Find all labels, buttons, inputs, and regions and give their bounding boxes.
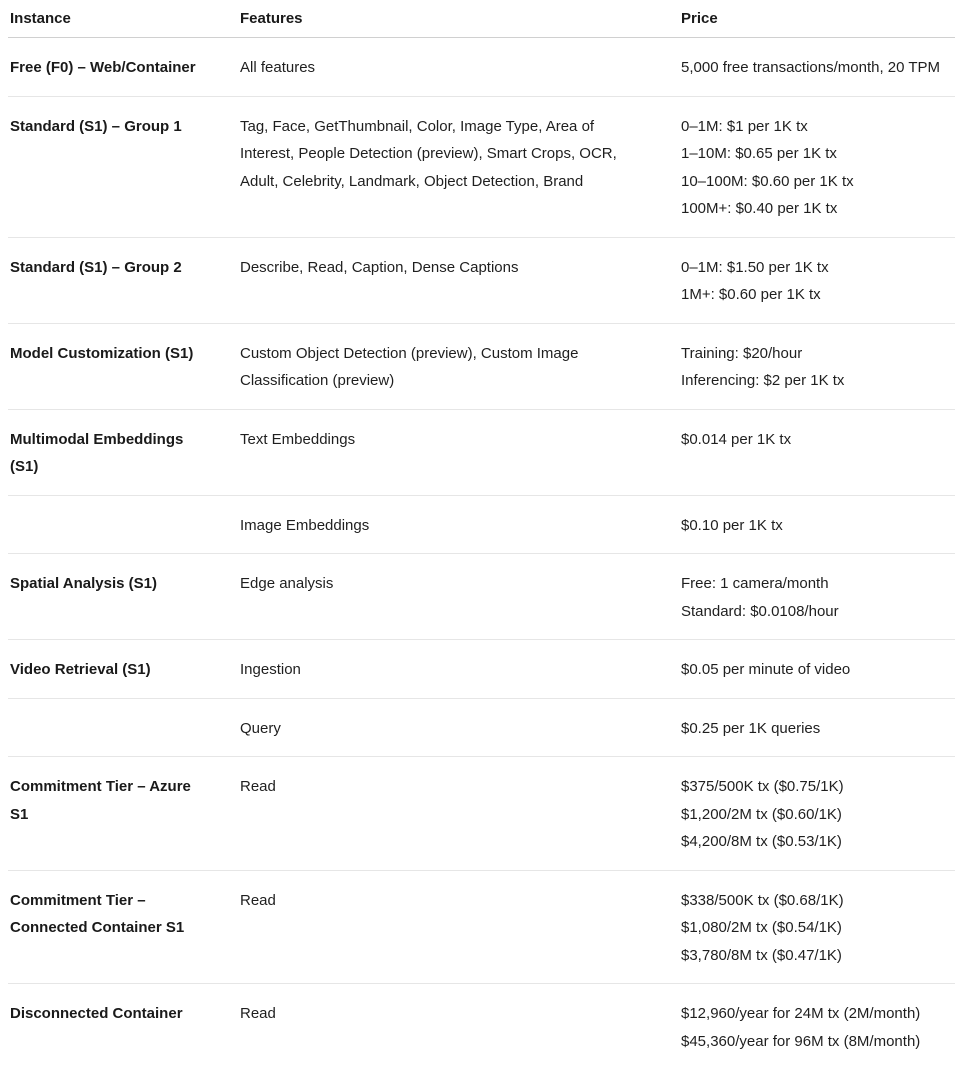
cell-price: [679, 757, 955, 871]
table-row: [8, 38, 955, 97]
cell-price-line: $3,780/8M tx ($0.47/1K): [681, 942, 953, 970]
cell-instance: [8, 698, 238, 757]
table-row: [8, 323, 955, 409]
cell-instance-line: Disconnected Container: [10, 1000, 236, 1028]
cell-features: [238, 38, 679, 97]
cell-price-line: $0.05 per minute of video: [681, 656, 953, 684]
table-row: [8, 984, 955, 1069]
table-row: [8, 757, 955, 871]
cell-features-line: Classification (preview): [240, 367, 677, 395]
column-header-features: Features: [238, 0, 679, 38]
pricing-table: [8, 0, 955, 1069]
cell-price: [679, 698, 955, 757]
cell-instance: [8, 96, 238, 237]
cell-instance: [8, 38, 238, 97]
cell-instance-line: Connected Container S1: [10, 914, 236, 942]
cell-price-line: $0.10 per 1K tx: [681, 512, 953, 540]
table-header: [8, 0, 955, 38]
cell-price-line: $45,360/year for 96M tx (8M/month): [681, 1028, 953, 1056]
cell-features-line: Read: [240, 1000, 677, 1028]
cell-features: [238, 554, 679, 640]
cell-features: [238, 757, 679, 871]
cell-instance: [8, 409, 238, 495]
table-row: [8, 870, 955, 984]
cell-price: [679, 554, 955, 640]
table-row: [8, 409, 955, 495]
cell-instance-line: Spatial Analysis (S1): [10, 570, 236, 598]
cell-price-line: Standard: $0.0108/hour: [681, 598, 953, 626]
cell-price-line: 0–1M: $1 per 1K tx: [681, 113, 953, 141]
cell-instance-line: Commitment Tier – Azure: [10, 773, 236, 801]
cell-price-line: $375/500K tx ($0.75/1K): [681, 773, 953, 801]
cell-price-line: 10–100M: $0.60 per 1K tx: [681, 168, 953, 196]
cell-price-line: $338/500K tx ($0.68/1K): [681, 887, 953, 915]
cell-instance: [8, 323, 238, 409]
cell-instance: [8, 495, 238, 554]
header-row: [8, 0, 955, 38]
cell-features-line: Edge analysis: [240, 570, 677, 598]
cell-price-line: 0–1M: $1.50 per 1K tx: [681, 254, 953, 282]
cell-price-line: Free: 1 camera/month: [681, 570, 953, 598]
table-row: [8, 237, 955, 323]
cell-price-line: Inferencing: $2 per 1K tx: [681, 367, 953, 395]
cell-features-line: Query: [240, 715, 677, 743]
cell-features-line: All features: [240, 54, 677, 82]
cell-features: [238, 870, 679, 984]
cell-price: [679, 640, 955, 699]
cell-price-line: $12,960/year for 24M tx (2M/month): [681, 1000, 953, 1028]
cell-price-line: Training: $20/hour: [681, 340, 953, 368]
column-header-instance: Instance: [8, 0, 238, 38]
cell-features-line: Tag, Face, GetThumbnail, Color, Image Type, Area of: [240, 113, 677, 141]
table-row: [8, 698, 955, 757]
cell-features-line: Ingestion: [240, 656, 677, 684]
cell-price-line: $4,200/8M tx ($0.53/1K): [681, 828, 953, 856]
cell-features: [238, 409, 679, 495]
cell-instance-line: Standard (S1) – Group 1: [10, 113, 236, 141]
cell-instance: [8, 237, 238, 323]
cell-instance-line: S1: [10, 801, 236, 829]
cell-price: [679, 495, 955, 554]
column-header-price: Price: [679, 0, 955, 38]
cell-instance-line: Video Retrieval (S1): [10, 656, 236, 684]
cell-price-line: 5,000 free transactions/month, 20 TPM: [681, 54, 953, 82]
cell-features-line: Describe, Read, Caption, Dense Captions: [240, 254, 677, 282]
cell-instance-line: Model Customization (S1): [10, 340, 236, 368]
cell-features: [238, 96, 679, 237]
cell-features-line: Interest, People Detection (preview), Smart Crops, OCR,: [240, 140, 677, 168]
cell-instance-line: Commitment Tier –: [10, 887, 236, 915]
cell-price-line: $0.25 per 1K queries: [681, 715, 953, 743]
cell-price-line: 1M+: $0.60 per 1K tx: [681, 281, 953, 309]
cell-price-line: $1,200/2M tx ($0.60/1K): [681, 801, 953, 829]
cell-price-line: 100M+: $0.40 per 1K tx: [681, 195, 953, 223]
cell-features-line: Adult, Celebrity, Landmark, Object Detection, Brand: [240, 168, 677, 196]
cell-features: [238, 984, 679, 1069]
cell-features-line: Custom Object Detection (preview), Custom Image: [240, 340, 677, 368]
cell-price: [679, 38, 955, 97]
cell-price: [679, 409, 955, 495]
cell-price-line: 1–10M: $0.65 per 1K tx: [681, 140, 953, 168]
cell-instance: [8, 870, 238, 984]
table-body: [8, 38, 955, 1069]
cell-instance: [8, 640, 238, 699]
cell-features: [238, 237, 679, 323]
cell-features: [238, 698, 679, 757]
cell-features: [238, 323, 679, 409]
table-row: [8, 96, 955, 237]
cell-instance: [8, 984, 238, 1069]
cell-instance-line: Multimodal Embeddings: [10, 426, 236, 454]
cell-price: [679, 96, 955, 237]
cell-features-line: Text Embeddings: [240, 426, 677, 454]
cell-features-line: Read: [240, 887, 677, 915]
cell-instance-line: Standard (S1) – Group 2: [10, 254, 236, 282]
cell-instance: [8, 554, 238, 640]
cell-price-line: $0.014 per 1K tx: [681, 426, 953, 454]
cell-price: [679, 237, 955, 323]
pricing-table-container: [8, 0, 963, 1069]
cell-features-line: Read: [240, 773, 677, 801]
cell-price-line: $1,080/2M tx ($0.54/1K): [681, 914, 953, 942]
cell-features: [238, 640, 679, 699]
table-row: [8, 554, 955, 640]
cell-instance-line: Free (F0) – Web/Container: [10, 54, 236, 82]
table-row: [8, 640, 955, 699]
table-row: [8, 495, 955, 554]
cell-instance-line: (S1): [10, 453, 236, 481]
cell-price: [679, 870, 955, 984]
cell-price: [679, 323, 955, 409]
cell-instance: [8, 757, 238, 871]
cell-features-line: Image Embeddings: [240, 512, 677, 540]
cell-features: [238, 495, 679, 554]
cell-price: [679, 984, 955, 1069]
